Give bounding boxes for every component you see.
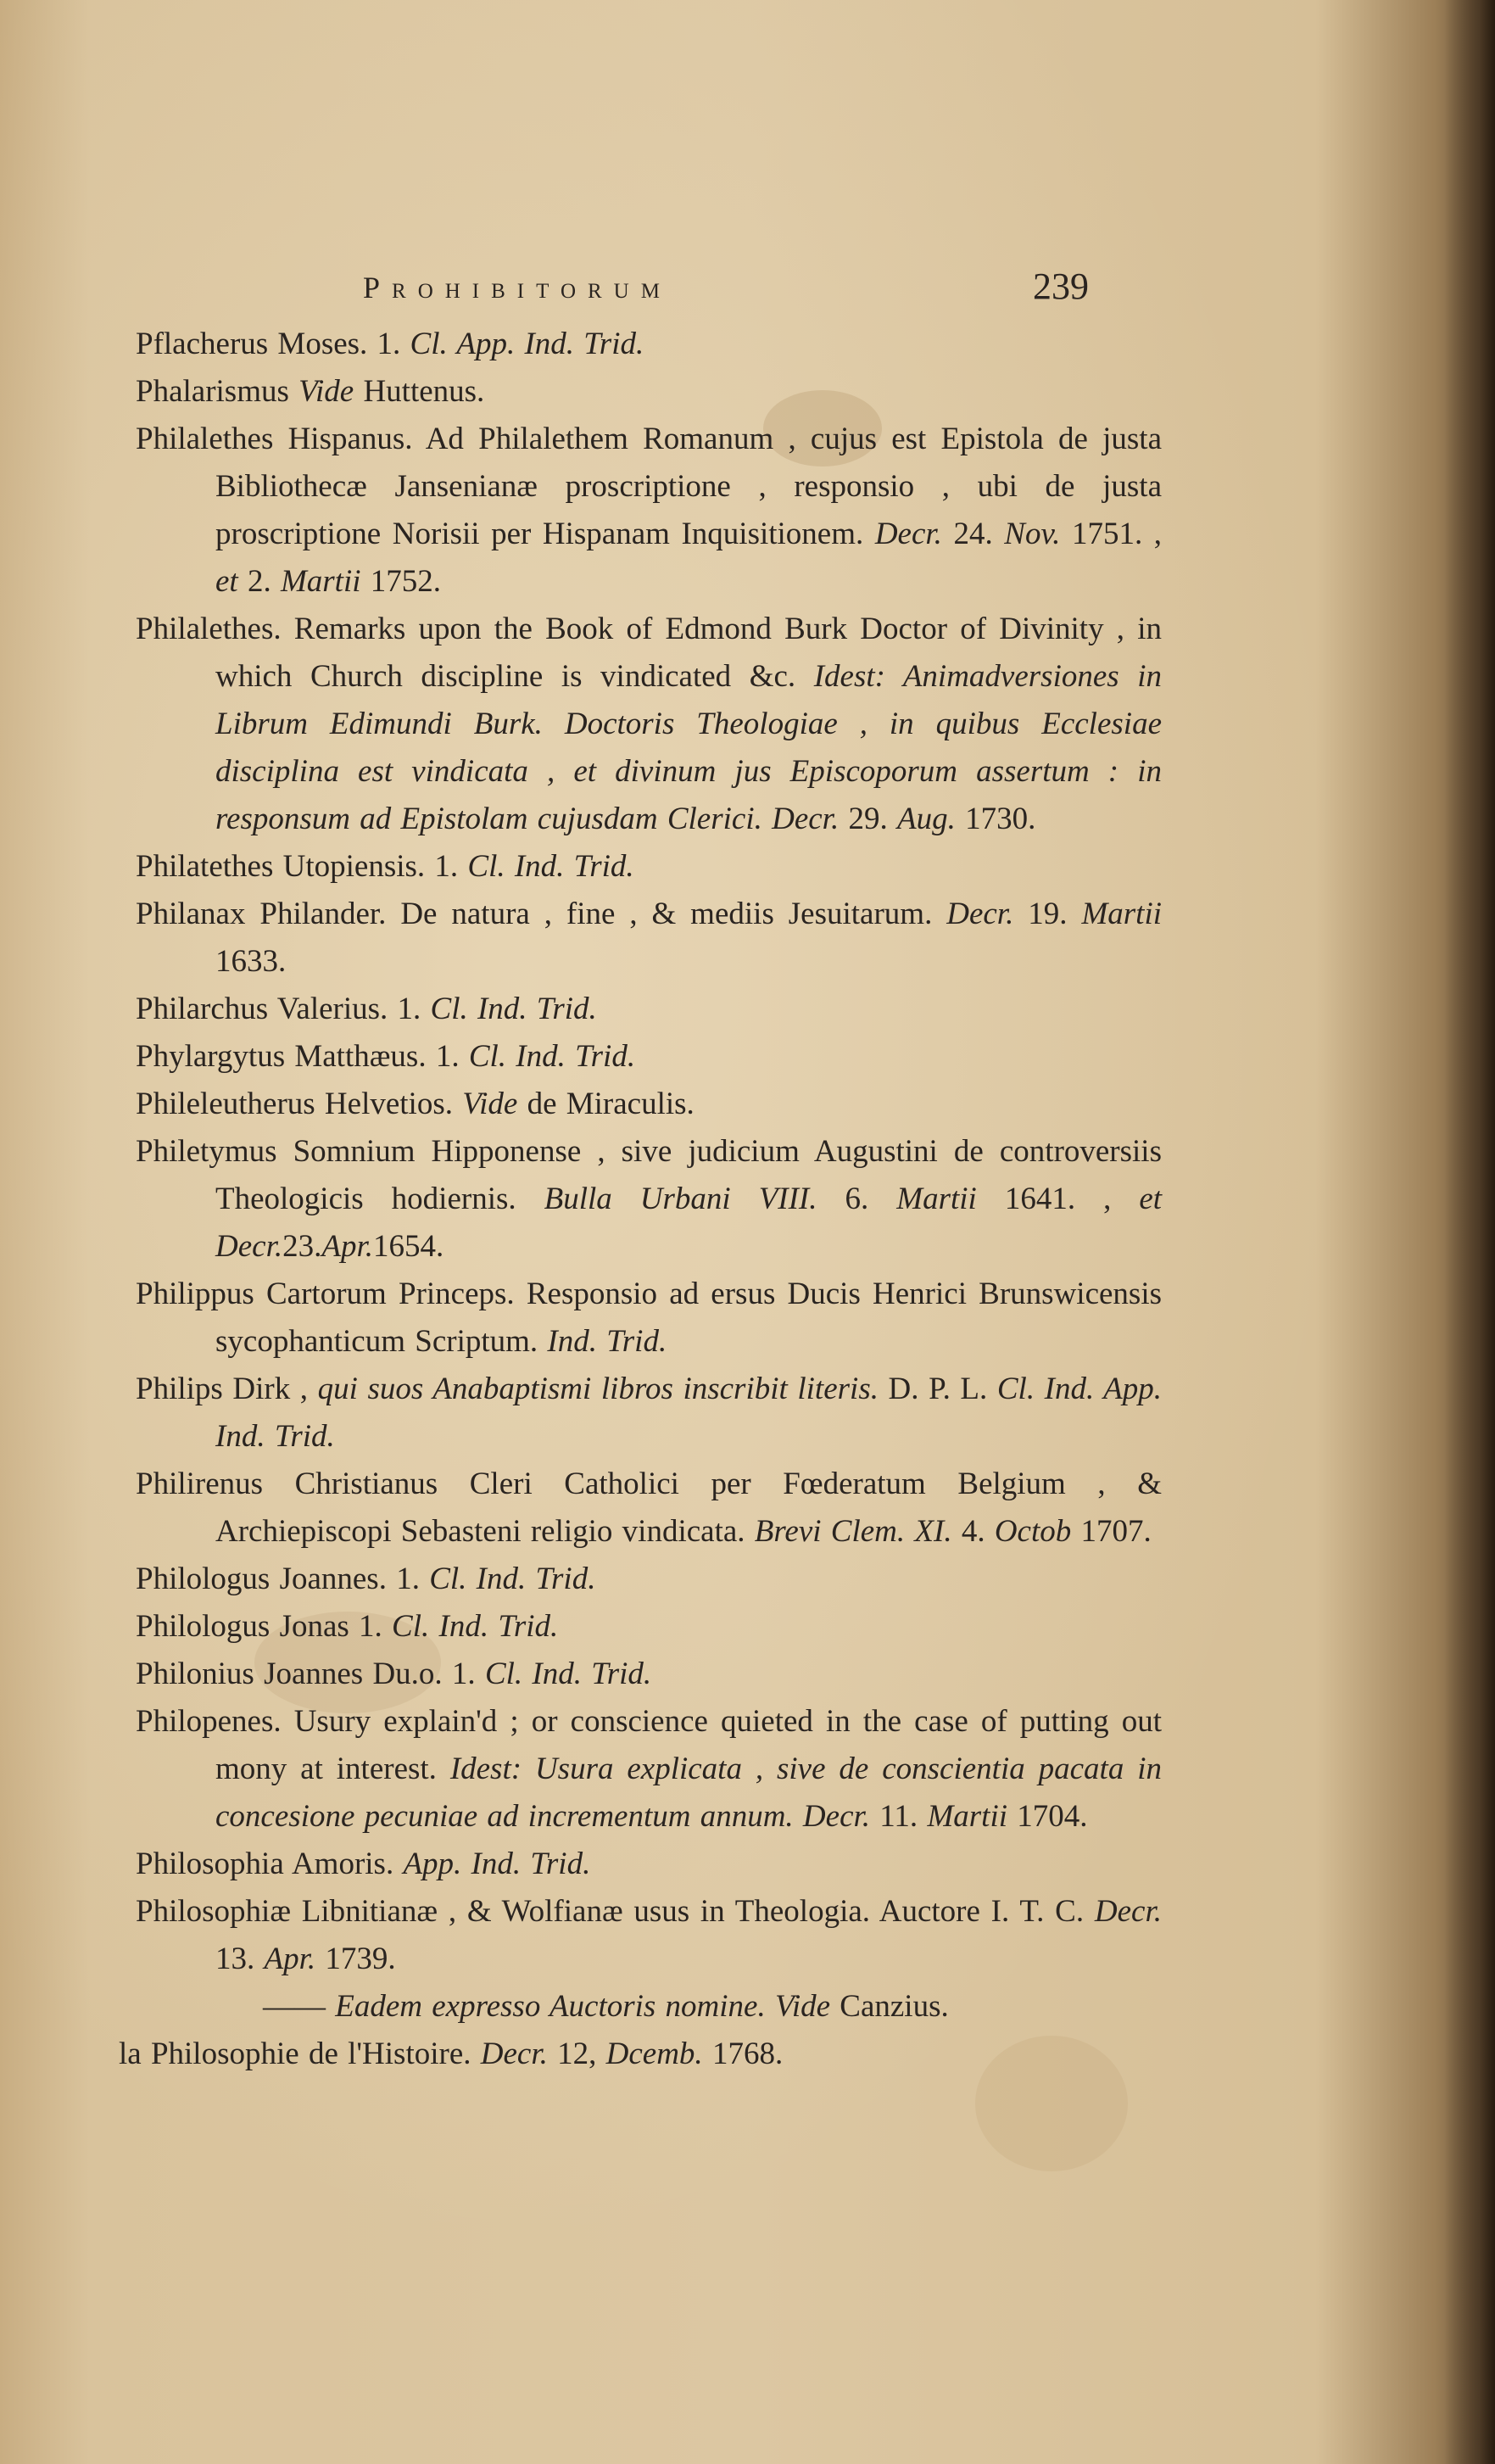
entry-italic-text: Vide	[298, 374, 354, 409]
entry-text: Philetymus Somnium Hipponense , sive judicium Augustini de controversiis Theologicis hodiernis.	[136, 1134, 1162, 1216]
entry-italic-text: Cl. Ind. Trid.	[392, 1609, 559, 1644]
entry-text: Philanax Philander. De natura , fine , & mediis Jesuitarum.	[136, 897, 947, 931]
entry-text: la Philosophie de l'Histoire.	[119, 2037, 481, 2071]
index-entry	[136, 606, 1162, 843]
entry-text: 1739.	[315, 1942, 396, 1976]
entry-italic-text: Nov.	[1004, 517, 1061, 551]
index-entry	[136, 1128, 1162, 1271]
entry-italic-text: et	[215, 564, 238, 599]
entry-italic-text: Bulla Urbani VIII.	[544, 1182, 817, 1216]
entry-text: Philosophiæ Libnitianæ , & Wolfianæ usus in Theologia. Auctore I. T. C.	[136, 1894, 1095, 1929]
entry-italic-text: Brevi Clem. XI.	[754, 1514, 952, 1549]
entry-text: Philalethes. Remarks upon the Book of Edmond Burk Doctor of Divinity , in which Church discipline is vindicated &c.	[136, 612, 1162, 694]
entry-italic-text: Aug.	[896, 802, 956, 836]
entry-text: Philips Dirk ,	[136, 1372, 318, 1406]
entry-text: 1752.	[360, 564, 442, 599]
entry-italic-text: Decr.	[874, 517, 942, 551]
entry-italic-text: Decr.	[480, 2037, 548, 2071]
entry-text: Philologus Jonas 1.	[136, 1609, 393, 1644]
entry-text: 12,	[547, 2037, 606, 2071]
entry-text: Philonius Joannes Du.o. 1.	[136, 1657, 485, 1691]
index-entry	[136, 843, 1162, 891]
entry-italic-text: et Decr.	[215, 1182, 1163, 1264]
page-number: 239	[1033, 265, 1089, 307]
entry-text: Phalarismus	[136, 374, 299, 409]
entry-text: 4.	[951, 1514, 995, 1549]
entry-italic-text: Decr.	[946, 897, 1014, 931]
binding-shadow	[1444, 0, 1495, 2464]
entry-italic-text: Cl. Ind. Trid.	[430, 992, 597, 1026]
running-head	[136, 265, 1162, 321]
entry-italic-text: Vide	[462, 1087, 518, 1121]
entry-italic-text: App. Ind. Trid.	[403, 1847, 591, 1881]
index-entry	[136, 1698, 1162, 1841]
entry-italic-text: Dcemb.	[605, 2037, 703, 2071]
entry-text: de Miraculis.	[517, 1087, 695, 1121]
index-entry	[136, 368, 1162, 416]
index-entries	[136, 321, 1162, 1983]
index-entry	[136, 1081, 1162, 1128]
entry-text: ——	[263, 1989, 336, 2024]
entry-italic-text: Eadem expresso Auctoris nomine. Vide	[335, 1989, 831, 2024]
entry-italic-text: Cl. Ind. Trid.	[484, 1657, 652, 1691]
entry-italic-text: Cl. Ind. Trid.	[467, 849, 634, 884]
entry-text: 1704.	[1007, 1799, 1088, 1834]
entry-italic-text: Cl. App. Ind. Trid.	[410, 327, 644, 361]
entry-italic-text: Martii	[927, 1799, 1007, 1834]
entry-text: 11.	[870, 1799, 928, 1834]
text-block	[119, 265, 1163, 2078]
entry-text: Philippus Cartorum Princeps. Responsio ad ersus Ducis Henrici Brunswicensis sycophanticum Scriptum.	[136, 1277, 1162, 1359]
entry-text: 1768.	[702, 2037, 784, 2071]
running-head-title: Prohibitorum	[363, 271, 672, 305]
entry-text: 1641. ,	[976, 1182, 1140, 1216]
entry-italic-text: Octob	[994, 1514, 1072, 1549]
index-entry	[136, 986, 1162, 1033]
entry-italic-text: Cl. Ind. App. Ind. Trid.	[215, 1372, 1162, 1454]
entry-text: 1633.	[215, 944, 287, 979]
entry-italic-text: Decr.	[1094, 1894, 1162, 1929]
entry-text: Philopenes. Usury explain'd ; or conscience quieted in the case of putting out mony at interest.	[136, 1704, 1162, 1786]
entry-italic-text: Idest: Usura explicata , sive de conscientia pacata in concesione pecuniae ad incrementum annum. Decr.	[215, 1752, 1162, 1834]
index-entry	[136, 891, 1162, 986]
entry-text: 24.	[941, 517, 1005, 551]
index-entry	[136, 321, 1162, 368]
entry-text: 1707.	[1071, 1514, 1152, 1549]
entry-text: Philatethes Utopiensis. 1.	[136, 849, 468, 884]
entry-text: Phileleutherus Helvetios.	[136, 1087, 463, 1121]
entry-text: 19.	[1013, 897, 1082, 931]
entry-italic-text: Apr.	[321, 1229, 374, 1264]
entry-italic-text: Martii	[280, 564, 361, 599]
index-entry	[136, 1841, 1162, 1888]
index-entry	[136, 1651, 1162, 1698]
index-entry-continuation	[183, 1983, 1162, 2031]
index-entry	[136, 1366, 1162, 1461]
entry-text: Pflacherus Moses. 1.	[136, 327, 410, 361]
entry-italic-text: Martii	[1081, 897, 1162, 931]
entry-italic-text: Ind. Trid.	[547, 1324, 667, 1359]
entry-italic-text: Cl. Ind. Trid.	[429, 1562, 596, 1596]
index-entry	[136, 1033, 1162, 1081]
entry-text: Philologus Joannes. 1.	[136, 1562, 430, 1596]
index-entry-subsequent	[119, 2031, 1162, 2078]
entry-text: Philosophia Amoris.	[136, 1847, 404, 1881]
entry-text: 1654.	[373, 1229, 444, 1264]
index-entry	[136, 1461, 1162, 1556]
entry-italic-text: Idest: Animadversiones in Librum Edimundi Burk. Doctoris Theologiae , in quibus Ecclesiae disciplina est vindicata , et divinum jus Episcoporum assertum : in responsum ad Epistolam cujusdam Clerici. Decr.	[215, 659, 1162, 836]
index-entry	[136, 416, 1162, 606]
entry-italic-text: qui suos Anabaptismi libros inscribit literis.	[317, 1372, 879, 1406]
entry-text: 6.	[817, 1182, 897, 1216]
entry-text: Philarchus Valerius. 1.	[136, 992, 431, 1026]
entry-text: 13.	[215, 1942, 265, 1976]
entry-text: D. P. L.	[878, 1372, 997, 1406]
index-entry	[136, 1271, 1162, 1366]
entry-italic-text: Apr.	[264, 1942, 316, 1976]
entry-italic-text: Martii	[896, 1182, 977, 1216]
entry-italic-text: Cl. Ind. Trid.	[468, 1039, 636, 1074]
entry-text: 23.	[282, 1229, 322, 1264]
entry-text: 1730.	[955, 802, 1036, 836]
entry-text: Philirenus Christianus Cleri Catholici per Fœderatum Belgium , & Archiepiscopi Sebasteni religio vindicata.	[136, 1467, 1162, 1549]
entry-text: 29.	[839, 802, 897, 836]
entry-text: 2.	[237, 564, 281, 599]
index-entry	[136, 1556, 1162, 1603]
entry-text: 1751. ,	[1060, 517, 1163, 551]
index-entry	[136, 1603, 1162, 1651]
entry-text: Philalethes Hispanus. Ad Philalethem Romanum , cujus est Epistola de justa Bibliothecæ Jansenianæ proscriptione , responsio , ubi de justa proscriptione Norisii per Hispanam Inquisitionem.	[136, 422, 1162, 551]
entry-text: Canzius.	[830, 1989, 949, 2024]
entry-text: Phylargytus Matthæus. 1.	[136, 1039, 469, 1074]
entry-text: Huttenus.	[354, 374, 485, 409]
index-entry	[136, 1888, 1162, 1983]
